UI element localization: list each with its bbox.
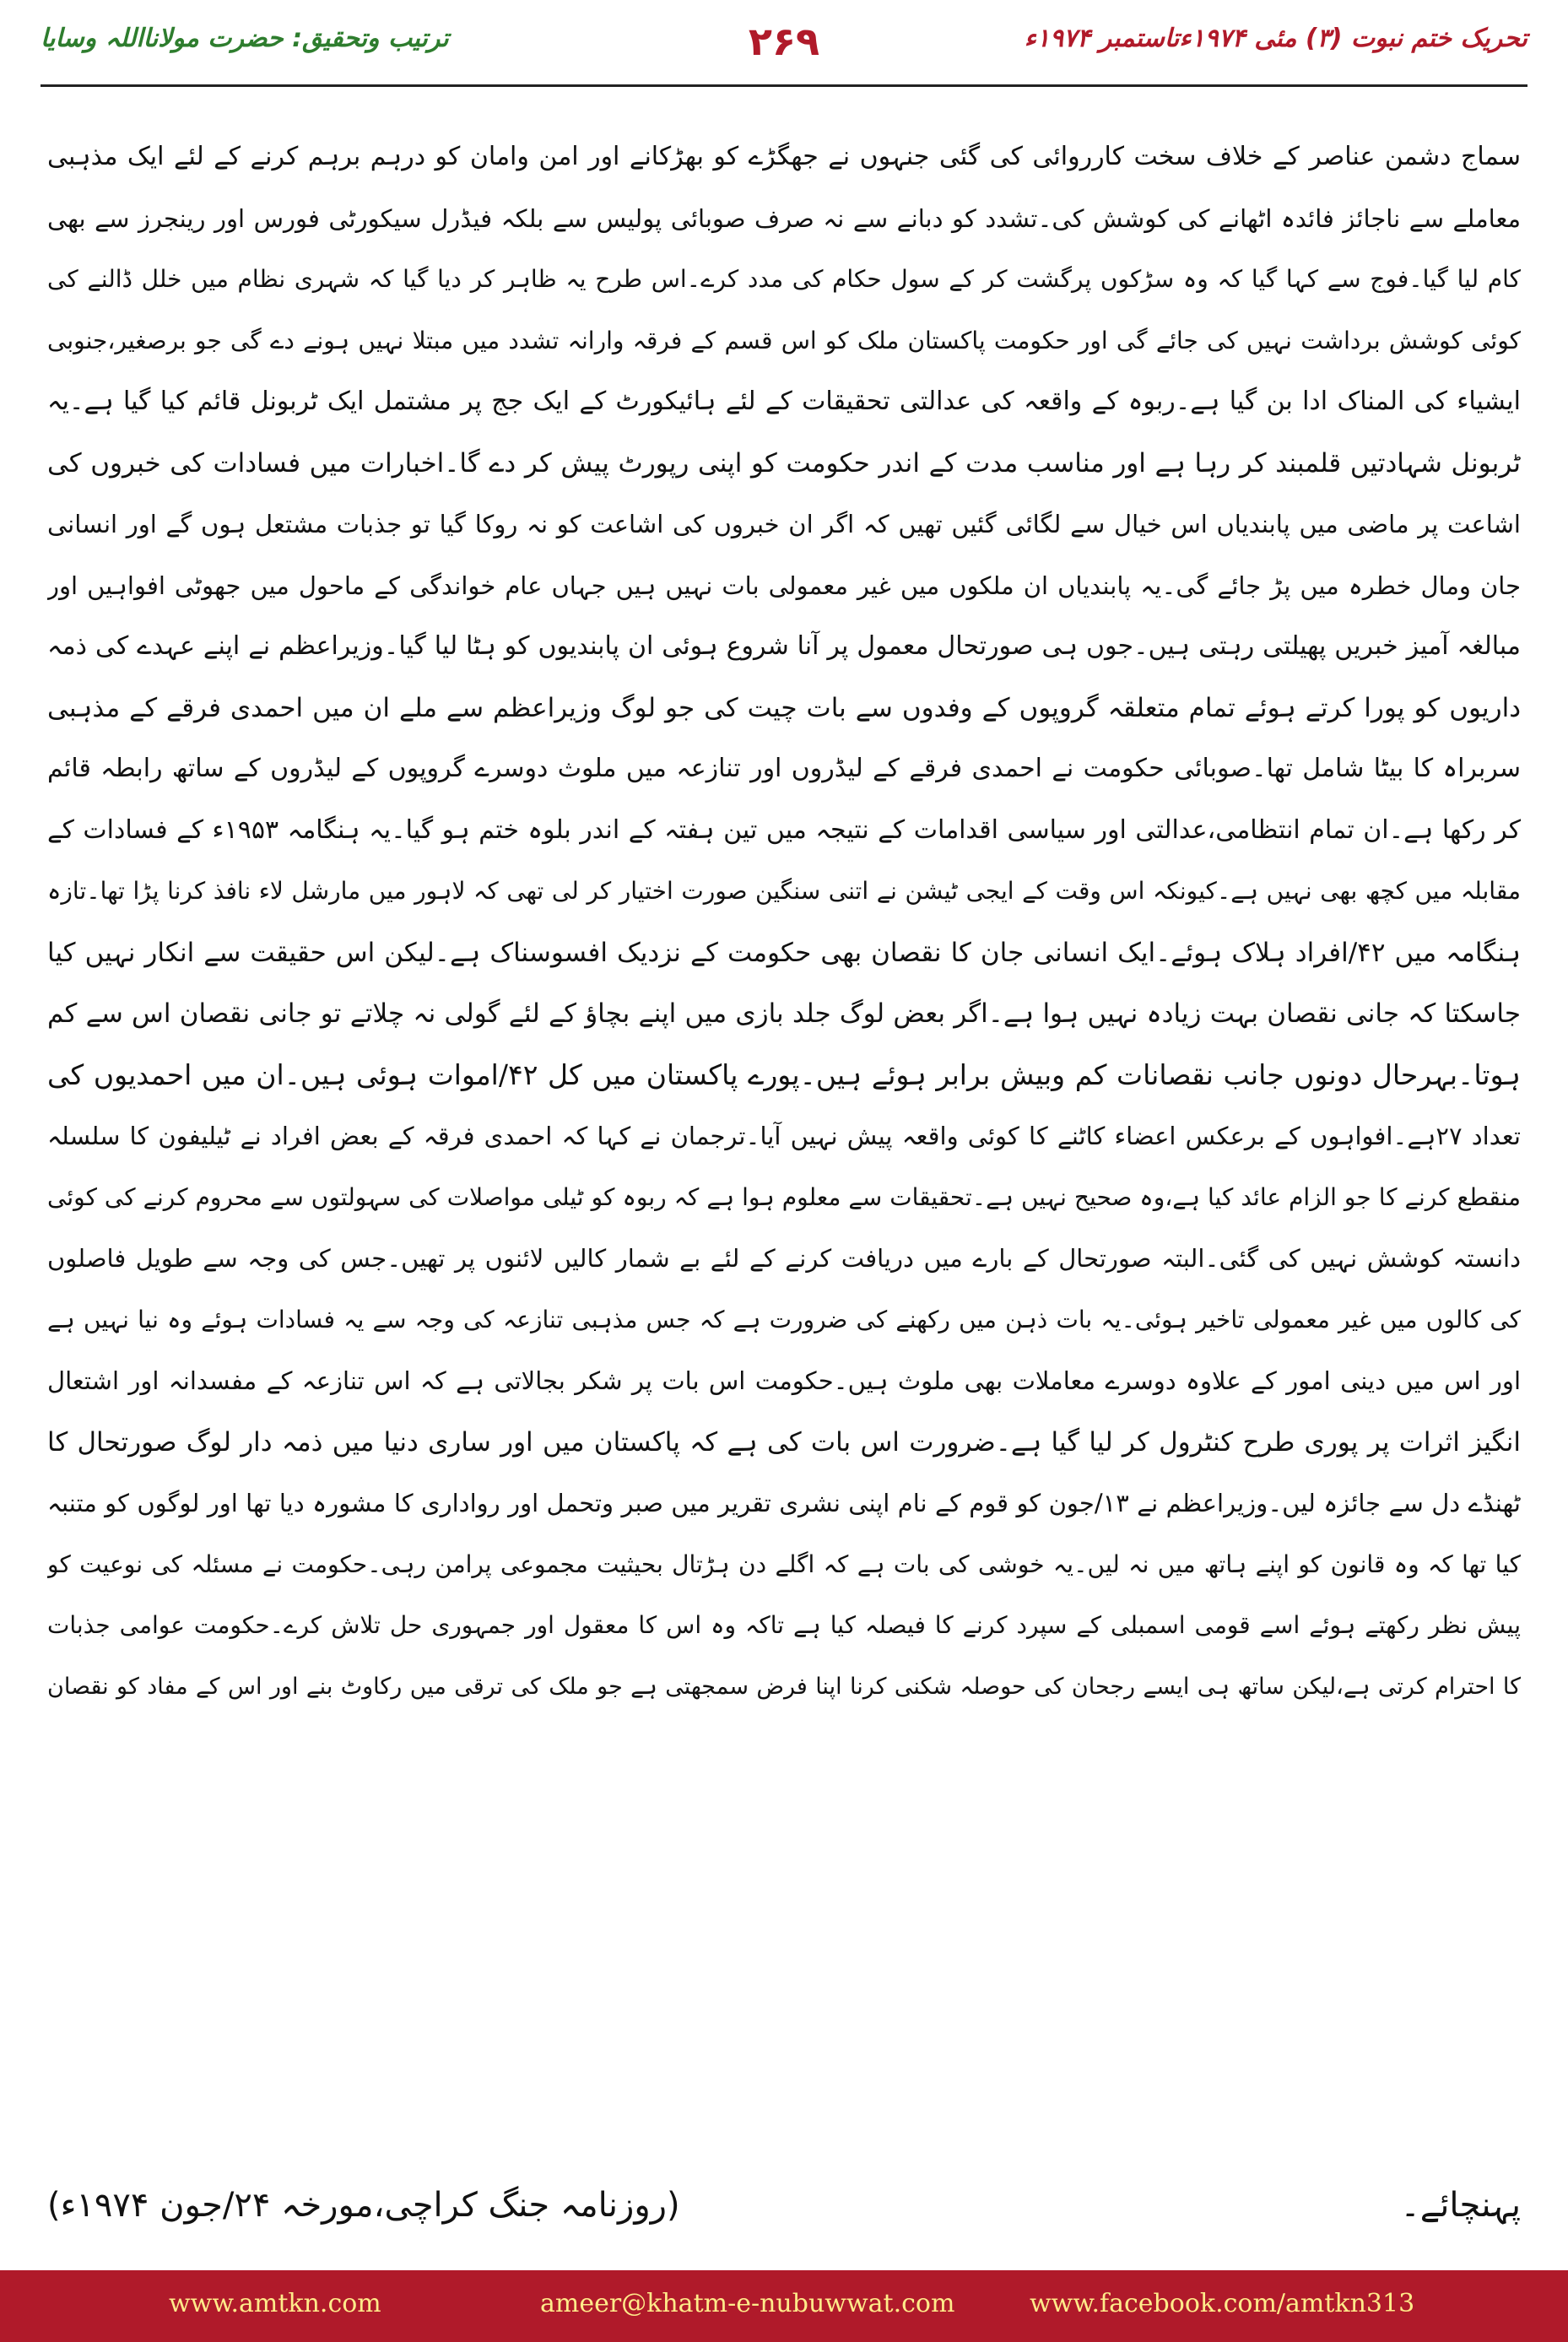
text-line: ٹھنڈے دل سے جائزہ لیں۔وزیراعظم نے ۱۳/جون کو قوم کے نام اپنی نشری تقریر میں صبر وتحمل اور رواداری کا مشورہ دیا تھا اور لوگوں کو متنبہ [47,1489,1521,1517]
text-line: کا احترام کرتی ہے،لیکن ساتھ ہی ایسے رجحان کی حوصلہ شکنی کرنا اپنا فرض سمجھتی ہے جو ملک کی ترقی میں رکاوٹ بنے اور اس کے مفاد کو نقصان [47,1673,1521,1700]
text-line: کوئی کوشش برداشت نہیں کی جائے گی اور حکومت پاکستان ملک کو اس قسم کے فرقہ وارانہ تشدد میں مبتلا نہیں ہونے دے گی جو برصغیر،جنوبی [47,326,1521,354]
text-line: کیا تھا کہ وہ قانون کو اپنے ہاتھ میں نہ لیں۔یہ خوشی کی بات ہے کہ اگلے دن ہڑتال بحیثیت مجموعی پرامن رہی۔حکومت نے مسئلہ کی نوعیت کو [47,1550,1521,1578]
page-number: ۲۶۹ [748,19,820,64]
page-header [0,0,1568,101]
text-line: جاسکتا کہ جانی نقصان بہت زیادہ نہیں ہوا ہے۔اگر بعض لوگ جلد بازی میں اپنے بچاؤ کے لئے گولی نہ چلاتے تو جانی نقصان اس سے کم [47,998,1521,1029]
text-line: کی کالوں میں غیر معمولی تاخیر ہوئی۔یہ بات ذہن میں رکھنے کی ضرورت ہے کہ جس مذہبی تنازعہ کی وجہ سے یہ فسادات ہوئے وہ نیا نہیں ہے [47,1305,1521,1333]
text-line: منقطع کرنے کا جو الزام عائد کیا ہے،وہ صحیح نہیں ہے۔تحقیقات سے معلوم ہوا ہے کہ ربوہ کو ٹیلی مواصلات کی سہولتوں سے محروم کرنے کی کوئی [47,1182,1521,1211]
header-divider [41,84,1527,87]
text-line: انگیز اثرات پر پوری طرح کنٹرول کر لیا گیا ہے۔ضرورت اس بات کی ہے کہ پاکستان میں اور ساری دنیا میں ذمہ دار لوگ صورتحال کا [47,1426,1521,1458]
text-line: سماج دشمن عناصر کے خلاف سخت کارروائی کی گئی جنہوں نے جھگڑے کو بھڑکانے اور امن وامان کو درہم برہم کرنے کے لئے ایک مذہبی [47,142,1521,171]
text-line: مقابلہ میں کچھ بھی نہیں ہے۔کیونکہ اس وقت کے ایجی ٹیشن نے اتنی سنگین صورت اختیار کر لی تھی کہ لاہور میں مارشل لاء نافذ کرنا پڑا تھا۔تازہ [47,877,1521,905]
text-line: جان ومال خطرہ میں پڑ جائے گی۔یہ پابندیاں ان ملکوں میں غیر معمولی بات نہیں ہیں جہاں عام خواندگی کے ماحول میں جھوٹی افواہیں اور [47,571,1521,600]
text-line: ایشیاء کی المناک ادا بن گیا ہے۔ربوہ کے واقعہ کی عدالتی تحقیقات کے لئے ہائیکورٹ کے ایک جج پر مشتمل ایک ٹربونل قائم کیا گیا ہے۔یہ [47,387,1521,416]
text-line: کر رکھا ہے۔ان تمام انتظامی،عدالتی اور سیاسی اقدامات کے نتیجہ میں تین ہفتہ کے اندر بلوہ ختم ہو گیا۔یہ ہنگامہ ۱۹۵۳ء کے فسادات کے [47,814,1521,845]
text-line: کام لیا گیا۔فوج سے کہا گیا کہ وہ سڑکوں پرگشت کر کے سول حکام کی مدد کرے۔اس طرح یہ ظاہر کر دیا گیا کہ شہری نظام میں خلل ڈالنے کی [47,265,1521,293]
facebook-link[interactable]: www.facebook.com/amtkn313 [1030,2289,1415,2318]
text-line: سربراہ کا بیٹا شامل تھا۔صوبائی حکومت نے احمدی فرقے کے لیڈروں اور تنازعہ میں ملوث دوسرے گروپوں کے لیڈروں کے ساتھ رابطہ قائم [47,754,1521,783]
text-line: اور اس میں دینی امور کے علاوہ دوسرے معاملات بھی ملوث ہیں۔حکومت اس بات پر شکر بجالاتی ہے کہ اس تنازعہ کے مفسدانہ اور اشتعال [47,1366,1521,1395]
text-line: مبالغہ آمیز خبریں پھیلتی رہتی ہیں۔جوں ہی صورتحال معمول پر آنا شروع ہوئی ان پابندیوں کو ہٹا لیا گیا۔وزیراعظم نے اپنے عہدے کی ذمہ [47,631,1521,661]
email-link[interactable]: ameer@khatm-e-nubuwwat.com [540,2289,955,2318]
text-line: پیش نظر رکھتے ہوئے اسے قومی اسمبلی کے سپرد کرنے کا فیصلہ کیا ہے تاکہ وہ اس کا معقول اور جمہوری حل تلاش کرے۔حکومت عوامی جذبات [47,1611,1521,1639]
text-line: ہنگامہ میں ۴۲/افراد ہلاک ہوئے۔ایک انسانی جان کا نقصان بھی حکومت کے نزدیک افسوسناک ہے۔لیکن اس حقیقت سے انکار نہیں کیا [47,937,1521,968]
text-line: ہوتا۔بہرحال دونوں جانب نقصانات کم وبیش برابر ہوئے ہیں۔پورے پاکستان میں کل ۴۲/اموات ہوئی ہیں۔ان میں احمدیوں کی [47,1057,1521,1091]
website-link[interactable]: www.amtkn.com [169,2289,381,2318]
closing-word: پہنچائے۔ [1400,2186,1521,2225]
article-body [47,127,1521,1717]
series-title: تحریک ختم نبوت (۳) مئی ۱۹۷۴ءتاستمبر ۱۹۷۴ء [1024,24,1527,53]
text-line: ٹربونل شہادتیں قلمبند کر رہا ہے اور مناسب مدت کے اندر حکومت کو اپنی رپورٹ پیش کر دے گا۔اخبارات میں فسادات کی خبروں کی [47,447,1521,479]
text-line: اشاعت پر ماضی میں پابندیاں اس خیال سے لگائی گئیں تھیں کہ اگر ان خبروں کی اشاعت کو نہ روکا گیا تو جذبات مشتعل ہوں گے اور انسانی [47,510,1521,538]
page-footer [0,2270,1568,2342]
text-line: داریوں کو پورا کرتے ہوئے تمام متعلقہ گروپوں کے وفدوں سے بات چیت کی جو لوگ وزیراعظم سے ملے ان میں احمدی فرقے کے مذہبی [47,692,1521,723]
text-line: دانستہ کوشش نہیں کی گئی۔البتہ صورتحال کے بارے میں دریافت کرنے کے لئے بے شمار کالیں لائنوں پر تھیں۔جس کی وجہ سے طویل فاصلوں [47,1244,1521,1273]
text-line: تعداد ۲۷ہے۔افواہوں کے برعکس اعضاء کاٹنے کا کوئی واقعہ پیش نہیں آیا۔ترجمان نے کہا کہ احمدی فرقہ کے بعض افراد نے ٹیلیفون کا سلسلہ [47,1122,1521,1150]
source-citation: (روزنامہ جنگ کراچی،مورخہ ۲۴/جون ۱۹۷۴ء) [47,2186,680,2225]
text-line: معاملے سے ناجائز فائدہ اٹھانے کی کوشش کی۔تشدد کو دبانے سے نہ صرف صوبائی پولیس سے بلکہ فیڈرل سیکورٹی فورس اور رینجرز سے بھی [47,203,1521,233]
compiler-credit: ترتیب وتحقیق: حضرت مولانااللہ وسایا [41,24,449,53]
article-ending [47,2186,1521,2225]
